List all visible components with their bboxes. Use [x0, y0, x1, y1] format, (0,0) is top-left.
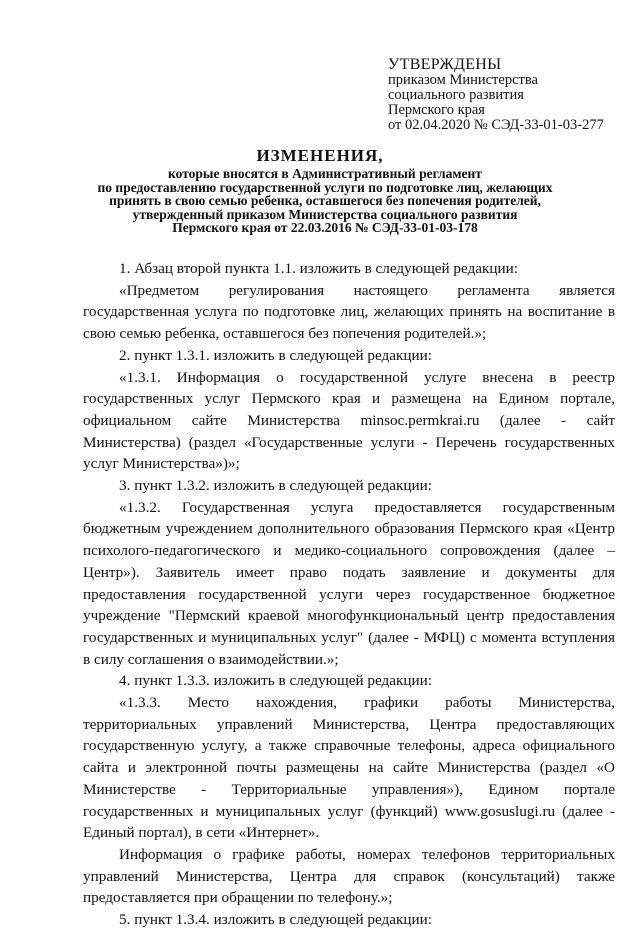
approval-line: Пермского края: [388, 102, 485, 118]
subtitle-line: которые вносятся в Административный регламент: [168, 166, 482, 181]
approval-line: приказом Министерства: [388, 72, 538, 88]
paragraph: 4. пункт 1.3.3. изложить в следующей редакции:: [119, 672, 432, 690]
approval-heading: УТВЕРЖДЕНЫ: [388, 56, 502, 73]
paragraph: 2. пункт 1.3.1. изложить в следующей редакции:: [119, 346, 432, 364]
paragraph: «1.3.2. Государственная услуга предоставляется государственным бюджетным учреждением дополнительного образования Пермского края «Центр психолого-педагогического и медико-социального сопровождения (далее – Центр»). Заявитель имеет право подать заявление и документы для предоставления государственной услуги через государственное бюджетное учреждение "Пермский краевой многофункциональный центр предоставления государственных и муниципальных услуг" (далее - МФЦ) с момента вступления в силу соглашения о взаимодействии.»;: [83, 498, 615, 668]
paragraph: 1. Абзац второй пункта 1.1. изложить в следующей редакции:: [119, 260, 519, 277]
approval-date-number: от 02.04.2020 № СЭД-33-01-03-277: [388, 117, 604, 133]
document-title: ИЗМЕНЕНИЯ,: [256, 146, 384, 165]
paragraph: «Предметом регулирования настоящего регламента является государственная услуга по подготовке лиц, желающих принять на воспитание в свою семью ребенка, оставшегося без попечения родителей.»;: [83, 281, 615, 343]
subtitle-line: Пермского края от 22.03.2016 № СЭД-33-01-03-178: [172, 220, 478, 235]
subtitle-line: утвержденный приказом Министерства социального развития: [132, 206, 518, 222]
paragraph: «1.3.1. Информация о государственной услуге внесена в реестр государственных услуг Пермского края и размещена на Едином портале, официальном сайте Министерства minsoc.permkrai.ru (далее - сайт Министерства) (раздел «Государственные услуги - Перечень государственных услуг Министерства»)»;: [83, 368, 615, 473]
subtitle-line: принять в свою семью ребенка, оставшегося без попечения родителей,: [109, 193, 541, 208]
subtitle-line: по предоставлению государственной услуги по подготовке лиц, желающих: [97, 179, 553, 195]
approval-line: социального развития: [388, 87, 524, 103]
document-body: [83, 258, 615, 931]
approval-stamp: [388, 56, 638, 133]
paragraph: 3. пункт 1.3.2. изложить в следующей редакции:: [119, 477, 432, 495]
paragraph: 5. пункт 1.3.4. изложить в следующей редакции:: [119, 911, 432, 929]
paragraph: «1.3.3. Место нахождения, графики работы Министерства, территориальных управлений Министерства, Центра предоставляющих государственную услугу, а также справочные телефоны, адреса официального сайта и электронной почты размещены на сайте Министерства (раздел «О Министерстве - Территориальные управления»), Едином портале государственных и муниципальных услуг (функций) www.gosuslugi.ru (далее - Единый портал), в сети «Интернет».: [83, 694, 615, 842]
paragraph: Информация о графике работы, номерах телефонов территориальных управлений Министерства, Центра для справок (консультаций) также предоставляется при обращении по телефону.»;: [83, 845, 615, 907]
document-subtitle: [60, 167, 590, 235]
